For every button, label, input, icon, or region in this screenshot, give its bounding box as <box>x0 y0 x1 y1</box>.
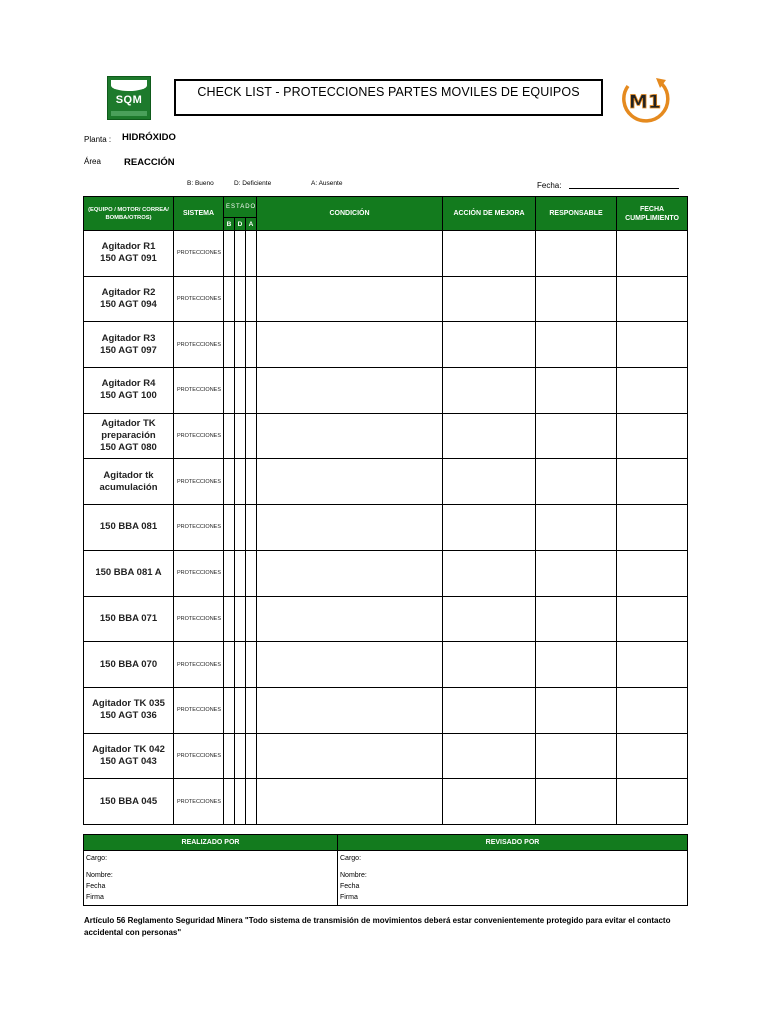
condicion-cell[interactable] <box>257 459 443 505</box>
fecha-cumplimiento-cell[interactable] <box>617 779 688 825</box>
realizado-por-header: REALIZADO POR <box>84 835 338 851</box>
equipo-line2: 150 AGT 036 <box>100 710 157 722</box>
condicion-cell[interactable] <box>257 413 443 459</box>
responsable-cell[interactable] <box>536 322 617 368</box>
equipo-line2: 150 AGT 043 <box>100 755 157 767</box>
equipo-cell <box>84 368 174 414</box>
estado-b-cell[interactable] <box>224 368 235 414</box>
equipo-cell <box>84 276 174 322</box>
fecha-field[interactable] <box>569 188 679 189</box>
fecha-cumplimiento-cell[interactable] <box>617 231 688 277</box>
equipo-line1: Agitador TK preparación <box>101 418 156 442</box>
estado-b-cell[interactable] <box>224 550 235 596</box>
equipo-line1: Agitador R2 <box>101 287 156 299</box>
table-row <box>84 596 688 642</box>
fecha-cumplimiento-cell[interactable] <box>617 276 688 322</box>
equipo-line1: Agitador tk <box>103 469 154 481</box>
condicion-cell[interactable] <box>257 505 443 551</box>
equipo-cell <box>84 459 174 505</box>
estado-a-cell[interactable] <box>246 550 257 596</box>
responsable-cell[interactable] <box>536 550 617 596</box>
estado-b-cell[interactable] <box>224 642 235 688</box>
estado-b-cell[interactable] <box>224 779 235 825</box>
equipo-cell <box>84 231 174 277</box>
estado-b-cell[interactable] <box>224 276 235 322</box>
estado-a-cell[interactable] <box>246 642 257 688</box>
equipo-line2: 150 AGT 080 <box>100 442 157 454</box>
table-row <box>84 733 688 779</box>
header-condicion: CONDICIÓN <box>257 197 443 231</box>
area-label: Área <box>84 157 101 166</box>
table-row <box>84 642 688 688</box>
planta-label: Planta : <box>84 135 112 144</box>
equipo-line1: Agitador TK 042 <box>92 743 165 755</box>
responsable-cell[interactable] <box>536 459 617 505</box>
condicion-cell[interactable] <box>257 733 443 779</box>
condicion-cell[interactable] <box>257 550 443 596</box>
accion-cell[interactable] <box>443 368 536 414</box>
estado-b-cell[interactable] <box>224 231 235 277</box>
sistema-cell: PROTECCIONES <box>174 596 224 642</box>
estado-d-cell[interactable] <box>235 231 246 277</box>
sistema-cell: PROTECCIONES <box>174 505 224 551</box>
estado-d-cell[interactable] <box>235 642 246 688</box>
table-row <box>84 368 688 414</box>
responsable-cell[interactable] <box>536 596 617 642</box>
sistema-cell: PROTECCIONES <box>174 550 224 596</box>
fecha-cumplimiento-cell[interactable] <box>617 687 688 733</box>
table-row <box>84 322 688 368</box>
sqm-logo-arc <box>111 80 147 91</box>
condicion-cell[interactable] <box>257 642 443 688</box>
m1-logo-text: M1 <box>628 91 662 113</box>
accion-cell[interactable] <box>443 779 536 825</box>
equipo-cell <box>84 413 174 459</box>
condicion-cell[interactable] <box>257 596 443 642</box>
title-box <box>174 79 603 116</box>
equipo-cell <box>84 505 174 551</box>
table-row <box>84 505 688 551</box>
responsable-cell[interactable] <box>536 505 617 551</box>
equipo-line1: Agitador R3 <box>101 332 156 344</box>
area-value: REACCIÓN <box>124 157 175 168</box>
estado-a-cell[interactable] <box>246 276 257 322</box>
condicion-cell[interactable] <box>257 231 443 277</box>
nombre-label: Nombre: <box>340 872 367 879</box>
sistema-cell: PROTECCIONES <box>174 733 224 779</box>
equipo-line1: Agitador TK 035 <box>92 698 165 710</box>
table-row <box>84 550 688 596</box>
fecha-cumplimiento-cell[interactable] <box>617 596 688 642</box>
fecha-cumplimiento-cell[interactable] <box>617 505 688 551</box>
firma-label: Firma <box>340 894 358 901</box>
accion-cell[interactable] <box>443 687 536 733</box>
estado-d-cell[interactable] <box>235 733 246 779</box>
m1-logo <box>618 74 674 124</box>
responsable-cell[interactable] <box>536 368 617 414</box>
table-row <box>84 413 688 459</box>
estado-a-cell[interactable] <box>246 505 257 551</box>
equipo-line1: 150 BBA 045 <box>99 795 158 807</box>
revisado-por-header: REVISADO POR <box>338 835 688 851</box>
estado-d-cell[interactable] <box>235 322 246 368</box>
cargo-label: Cargo: <box>86 855 108 862</box>
estado-d-cell[interactable] <box>235 459 246 505</box>
sistema-cell: PROTECCIONES <box>174 642 224 688</box>
equipo-cell <box>84 596 174 642</box>
estado-b-cell[interactable] <box>224 413 235 459</box>
accion-cell[interactable] <box>443 733 536 779</box>
estado-d-cell[interactable] <box>235 413 246 459</box>
equipo-line2: 150 AGT 100 <box>100 390 157 402</box>
sistema-cell: PROTECCIONES <box>174 687 224 733</box>
header-sistema: SISTEMA <box>174 197 224 231</box>
header-accion: ACCIÓN DE MEJORA <box>443 197 536 231</box>
equipo-line2: 150 AGT 097 <box>100 344 157 356</box>
accion-cell[interactable] <box>443 459 536 505</box>
fecha-sig-label: Fecha <box>340 883 360 890</box>
equipo-cell <box>84 779 174 825</box>
equipo-line1: 150 BBA 081 A <box>95 567 162 579</box>
equipo-cell <box>84 642 174 688</box>
sistema-cell: PROTECCIONES <box>174 276 224 322</box>
fecha-cumplimiento-cell[interactable] <box>617 368 688 414</box>
header-fecha-cumplimiento: FECHA CUMPLIMIENTO <box>617 197 688 231</box>
sistema-cell: PROTECCIONES <box>174 322 224 368</box>
equipo-line1: 150 BBA 081 <box>99 521 158 533</box>
sqm-logo <box>107 76 151 120</box>
estado-a-cell[interactable] <box>246 733 257 779</box>
table-row <box>84 231 688 277</box>
planta-value: HIDRÓXIDO <box>122 132 176 143</box>
fecha-cumplimiento-cell[interactable] <box>617 322 688 368</box>
equipo-cell <box>84 322 174 368</box>
equipo-cell <box>84 550 174 596</box>
condicion-cell[interactable] <box>257 368 443 414</box>
estado-a-cell[interactable] <box>246 687 257 733</box>
nombre-label: Nombre: <box>86 872 113 879</box>
estado-b-cell[interactable] <box>224 459 235 505</box>
table-row <box>84 687 688 733</box>
equipo-line1: 150 BBA 071 <box>99 612 158 624</box>
accion-cell[interactable] <box>443 322 536 368</box>
estado-a-cell[interactable] <box>246 596 257 642</box>
fecha-label: Fecha: <box>537 181 562 190</box>
estado-b-cell[interactable] <box>224 596 235 642</box>
header-a: A <box>246 218 257 231</box>
sqm-logo-text: SQM <box>115 94 143 106</box>
header-estado: ESTADO <box>224 197 257 218</box>
header-equipo: (EQUIPO / MOTOR/ CORREA/ BOMBA/OTROS) <box>84 197 174 231</box>
legend-deficiente: D: Deficiente <box>234 180 272 187</box>
condicion-cell[interactable] <box>257 276 443 322</box>
firma-label: Firma <box>86 894 104 901</box>
realizado-por-block[interactable] <box>84 851 338 906</box>
accion-cell[interactable] <box>443 413 536 459</box>
estado-a-cell[interactable] <box>246 459 257 505</box>
estado-d-cell[interactable] <box>235 687 246 733</box>
accion-cell[interactable] <box>443 505 536 551</box>
sistema-cell: PROTECCIONES <box>174 368 224 414</box>
estado-d-cell[interactable] <box>235 368 246 414</box>
signature-table <box>83 834 688 906</box>
condicion-cell[interactable] <box>257 687 443 733</box>
checklist-table <box>83 196 688 825</box>
accion-cell[interactable] <box>443 596 536 642</box>
equipo-cell <box>84 733 174 779</box>
table-row <box>84 276 688 322</box>
articulo-note: Artículo 56 Reglamento Seguridad Minera "Todo sistema de transmisión de movimientos deberá estar convenientemente protegido para evitar el contacto accidental con personas" <box>84 916 671 937</box>
estado-b-cell[interactable] <box>224 322 235 368</box>
table-row <box>84 779 688 825</box>
sistema-cell: PROTECCIONES <box>174 231 224 277</box>
table-row <box>84 459 688 505</box>
header-responsable: RESPONSABLE <box>536 197 617 231</box>
fecha-cumplimiento-cell[interactable] <box>617 413 688 459</box>
fecha-cumplimiento-cell[interactable] <box>617 459 688 505</box>
equipo-line2: 150 AGT 091 <box>100 253 157 265</box>
sistema-cell: PROTECCIONES <box>174 413 224 459</box>
estado-d-cell[interactable] <box>235 550 246 596</box>
estado-d-cell[interactable] <box>235 505 246 551</box>
cargo-label: Cargo: <box>340 855 362 862</box>
responsable-cell[interactable] <box>536 687 617 733</box>
equipo-line1: Agitador R1 <box>101 241 156 253</box>
estado-a-cell[interactable] <box>246 231 257 277</box>
fecha-cumplimiento-cell[interactable] <box>617 642 688 688</box>
equipo-line2: acumulación <box>99 481 158 493</box>
equipo-line2: 150 AGT 094 <box>100 299 157 311</box>
revisado-por-block[interactable] <box>338 851 688 906</box>
estado-a-cell[interactable] <box>246 368 257 414</box>
estado-a-cell[interactable] <box>246 322 257 368</box>
responsable-cell[interactable] <box>536 276 617 322</box>
accion-cell[interactable] <box>443 642 536 688</box>
fecha-cumplimiento-cell[interactable] <box>617 550 688 596</box>
sistema-cell: PROTECCIONES <box>174 779 224 825</box>
estado-d-cell[interactable] <box>235 596 246 642</box>
estado-a-cell[interactable] <box>246 413 257 459</box>
accion-cell[interactable] <box>443 276 536 322</box>
header-b: B <box>224 218 235 231</box>
responsable-cell[interactable] <box>536 779 617 825</box>
legend-bueno: B: Bueno <box>187 180 214 187</box>
estado-b-cell[interactable] <box>224 733 235 779</box>
responsable-cell[interactable] <box>536 642 617 688</box>
responsable-cell[interactable] <box>536 231 617 277</box>
accion-cell[interactable] <box>443 550 536 596</box>
responsable-cell[interactable] <box>536 733 617 779</box>
estado-d-cell[interactable] <box>235 276 246 322</box>
legend-ausente: A: Ausente <box>311 180 343 187</box>
estado-d-cell[interactable] <box>235 779 246 825</box>
estado-b-cell[interactable] <box>224 505 235 551</box>
page-title: CHECK LIST - PROTECCIONES PARTES MOVILES DE EQUIPOS <box>197 84 580 99</box>
responsable-cell[interactable] <box>536 413 617 459</box>
sistema-cell: PROTECCIONES <box>174 459 224 505</box>
header-d: D <box>235 218 246 231</box>
sqm-logo-band <box>111 111 147 116</box>
condicion-cell[interactable] <box>257 779 443 825</box>
condicion-cell[interactable] <box>257 322 443 368</box>
equipo-line1: Agitador R4 <box>101 378 156 390</box>
estado-a-cell[interactable] <box>246 779 257 825</box>
equipo-cell <box>84 687 174 733</box>
fecha-cumplimiento-cell[interactable] <box>617 733 688 779</box>
estado-b-cell[interactable] <box>224 687 235 733</box>
fecha-sig-label: Fecha <box>86 883 106 890</box>
accion-cell[interactable] <box>443 231 536 277</box>
equipo-line1: 150 BBA 070 <box>99 658 158 670</box>
